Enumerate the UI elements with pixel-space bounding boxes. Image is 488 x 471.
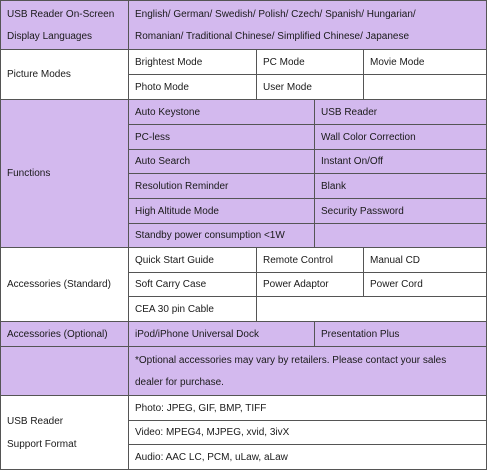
optional-accessory-cell: iPod/iPhone Universal Dock	[129, 322, 315, 347]
optional-accessory-cell: Presentation Plus	[315, 322, 487, 347]
picture-mode-cell: Photo Mode	[129, 75, 257, 100]
usb-reader-languages-label	[0, 0, 129, 50]
function-cell: Resolution Reminder	[129, 174, 315, 199]
picture-mode-cell: PC Mode	[257, 50, 364, 75]
function-cell: High Altitude Mode	[129, 199, 315, 224]
value-line: Romanian/ Traditional Chinese/ Simplified Chinese/ Japanese	[135, 30, 410, 42]
accessory-cell: Manual CD	[364, 248, 487, 273]
picture-mode-cell-empty	[364, 75, 487, 100]
usb-reader-languages-value	[129, 0, 487, 50]
picture-mode-cell: User Mode	[257, 75, 364, 100]
optional-accessories-note	[129, 347, 487, 396]
function-cell: Auto Search	[129, 150, 315, 174]
note-line: dealer for purchase.	[135, 376, 224, 388]
function-cell: Security Password	[315, 199, 487, 224]
format-cell: Audio: AAC LC, PCM, uLaw, aLaw	[129, 445, 487, 470]
function-cell: Instant On/Off	[315, 150, 487, 174]
function-cell: USB Reader	[315, 100, 487, 125]
label-line: Support Format	[7, 438, 77, 450]
label-line: Display Languages	[7, 30, 93, 42]
picture-modes-label: Picture Modes	[0, 50, 129, 100]
accessory-cell: Soft Carry Case	[129, 273, 257, 297]
note-line: *Optional accessories may vary by retailers. Please contact your sales	[135, 354, 447, 366]
function-cell: Blank	[315, 174, 487, 199]
accessories-standard-label: Accessories (Standard)	[0, 248, 129, 322]
accessory-cell: Remote Control	[257, 248, 364, 273]
accessory-cell: Quick Start Guide	[129, 248, 257, 273]
accessory-cell-empty	[257, 297, 487, 322]
picture-mode-cell: Brightest Mode	[129, 50, 257, 75]
label-line: USB Reader	[7, 415, 64, 427]
function-cell: Wall Color Correction	[315, 125, 487, 150]
label-line: USB Reader On-Screen	[7, 8, 115, 20]
function-cell-empty	[315, 224, 487, 248]
accessories-optional-label: Accessories (Optional)	[0, 322, 129, 347]
picture-mode-cell: Movie Mode	[364, 50, 487, 75]
function-cell: Standby power consumption <1W	[129, 224, 315, 248]
accessory-cell: CEA 30 pin Cable	[129, 297, 257, 322]
accessory-cell: Power Cord	[364, 273, 487, 297]
functions-label: Functions	[0, 100, 129, 248]
optional-note-spacer	[0, 347, 129, 396]
accessory-cell: Power Adaptor	[257, 273, 364, 297]
function-cell: PC-less	[129, 125, 315, 150]
usb-reader-format-label	[0, 396, 129, 470]
function-cell: Auto Keystone	[129, 100, 315, 125]
format-cell: Video: MPEG4, MJPEG, xvid, 3ivX	[129, 421, 487, 445]
format-cell: Photo: JPEG, GIF, BMP, TIFF	[129, 396, 487, 421]
value-line: English/ German/ Swedish/ Polish/ Czech/ Spanish/ Hungarian/	[135, 8, 416, 20]
